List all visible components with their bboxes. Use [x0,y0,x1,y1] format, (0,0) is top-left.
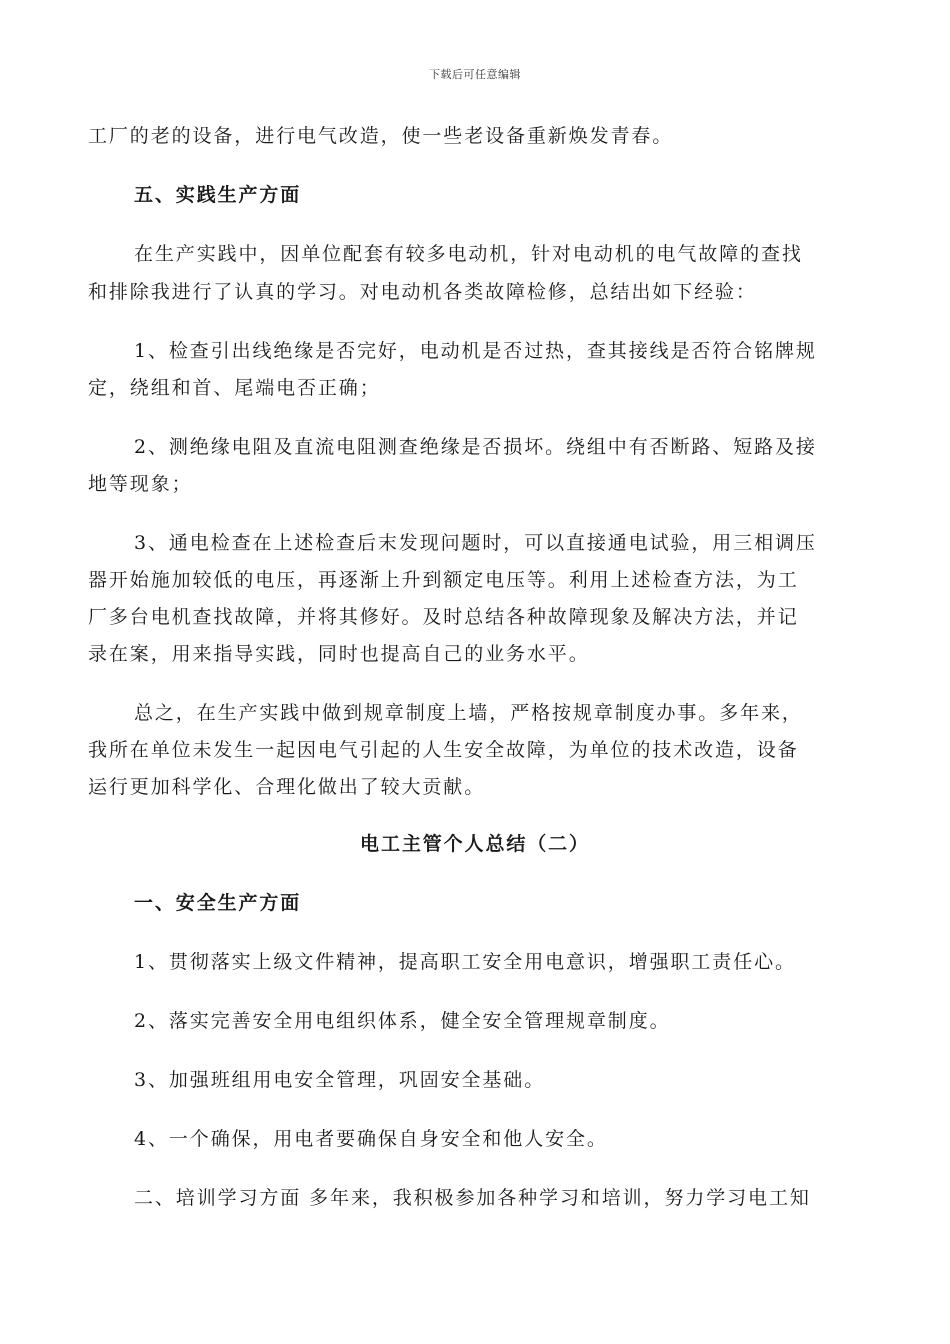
list-item-line: 厂多台电机查找故障，并将其修好。及时总结各种故障现象及解决方法，并记 [88,606,799,628]
document-title: 电工主管个人总结（二） [360,833,590,855]
header-note: 下载后可任意编辑 [429,68,521,81]
paragraph-line: 二、培训学习方面 多年来，我积极参加各种学习和培训，努力学习电工知 [134,1187,811,1209]
paragraph-line: 总之，在生产实践中做到规章制度上墙，严格按规章制度办事。多年来， [134,702,803,724]
list-item-line: 定，绕组和首、尾端电否正确； [88,377,381,399]
paragraph-line: 在生产实践中，因单位配套有较多电动机，针对电动机的电气故障的查找 [134,243,803,265]
list-item-line: 2、落实完善安全用电组织体系，健全安全管理规章制度。 [134,1010,671,1032]
list-item-line: 1、贯彻落实上级文件精神，提高职工安全用电意识，增强职工责任心。 [134,951,796,973]
list-item-line: 1、检查引出线绝缘是否完好，电动机是否过热，查其接线是否符合铭牌规 [134,340,817,362]
paragraph-line: 和排除我进行了认真的学习。对电动机各类故障检修，总结出如下经验： [88,281,757,303]
list-item-line: 2、测绝缘电阻及直流电阻测查绝缘是否损坏。绕组中有否断路、短路及接 [134,436,817,458]
paragraph-line: 运行更加科学化、合理化做出了较大贡献。 [88,776,486,798]
list-item-line: 3、通电检查在上述检查后末发现问题时，可以直接通电试验，用三相调压 [134,532,817,554]
list-item-line: 4、一个确保，用电者要确保自身安全和他人安全。 [134,1128,608,1150]
section-heading: 一、安全生产方面 [134,892,302,914]
list-item-line: 地等现象； [88,473,193,495]
list-item-line: 器开始施加较低的电压，再逐渐上升到额定电压等。利用上述检查方法，为工 [88,569,799,591]
paragraph-line: 我所在单位未发生一起因电气引起的人生安全故障，为单位的技术改造，设备 [88,739,799,761]
list-item-line: 3、加强班组用电安全管理，巩固安全基础。 [134,1069,546,1091]
paragraph-line: 工厂的老的设备，进行电气改造，使一些老设备重新焕发青春。 [88,125,674,147]
section-heading: 五、实践生产方面 [134,184,302,206]
list-item-line: 录在案，用来指导实践，同时也提高自己的业务水平。 [88,643,590,665]
